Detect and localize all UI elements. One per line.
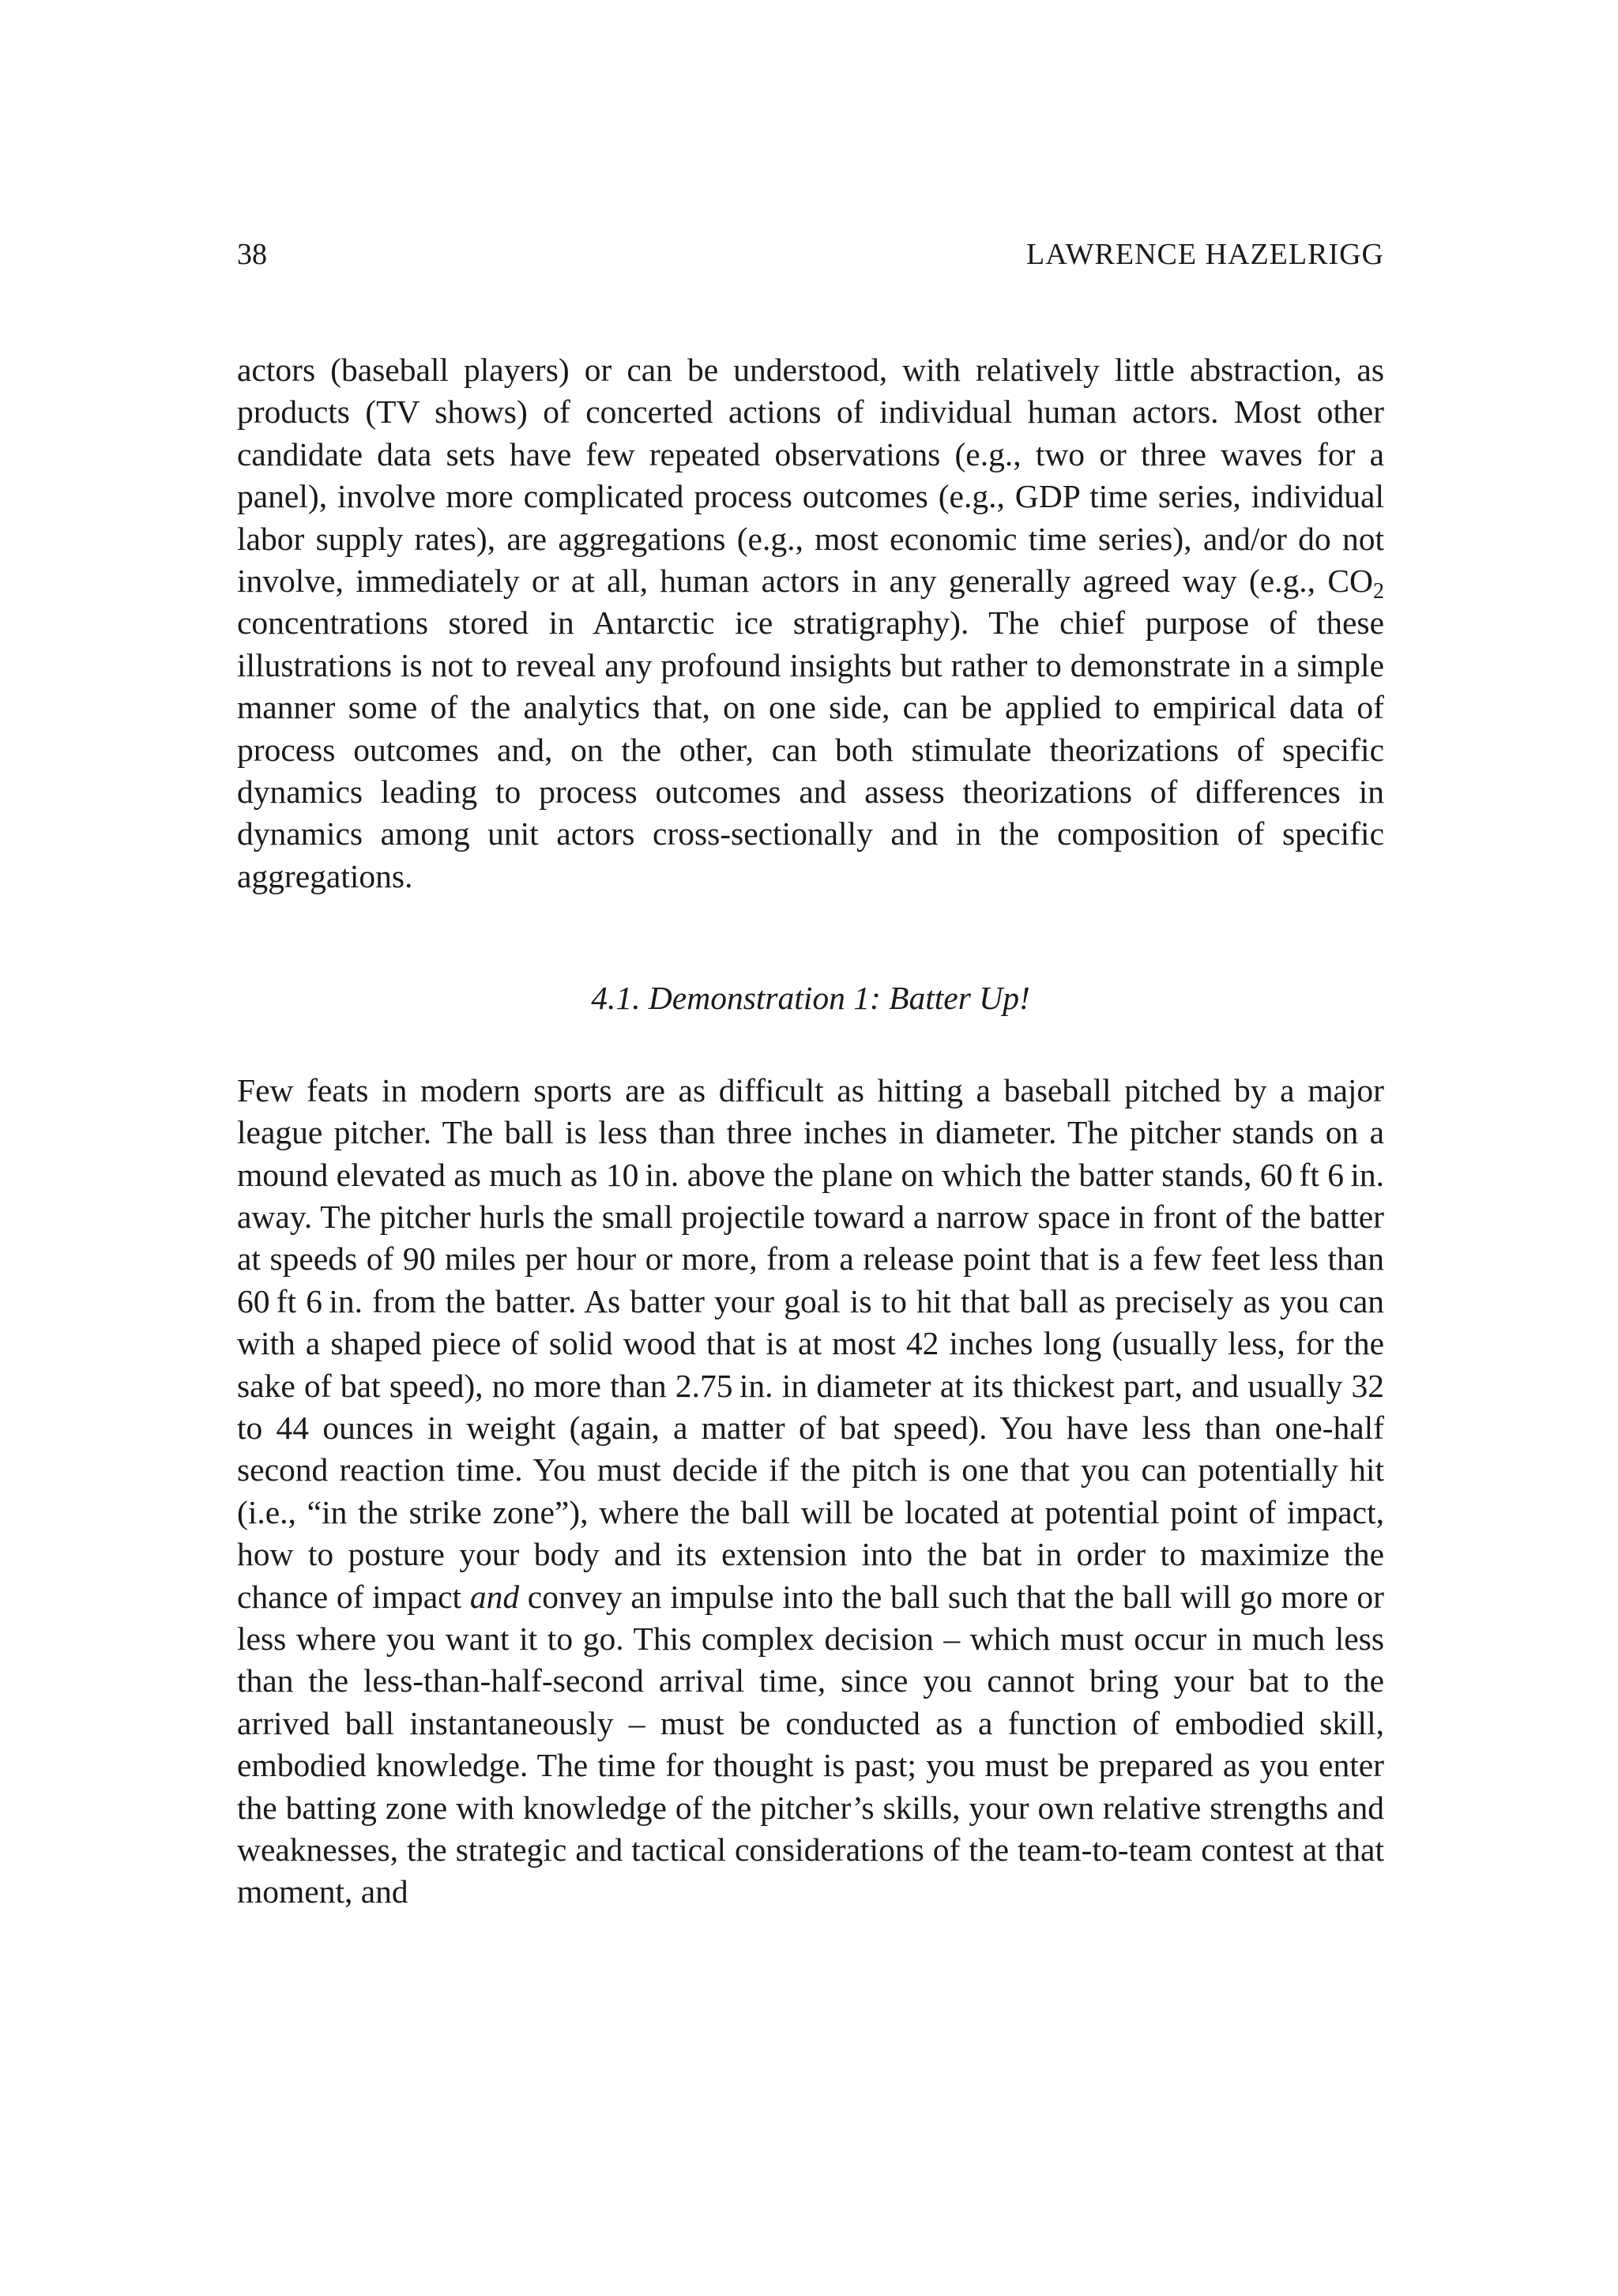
running-head	[237, 237, 1384, 272]
paragraph-2	[237, 1070, 1384, 1914]
paragraph-2-text-a: Few feats in modern sports are as difficult as hitting a baseball pitched by a major league pitcher. The ball is less than three inches in diameter. The pitcher stands on a mound elevated as much as 10 in. above the plane on which the batter stands, 60 ft 6 in. away. The pitcher hurls the small projectile toward a narrow space in front of the batter at speeds of 90 miles per hour or more, from a release point that is a few feet less than 60 ft 6 in. from the batter. As batter your goal is to hit that ball as precisely as you can with a shaped piece of solid wood that is at most 42 inches long (usually less, for the sake of bat speed), no more than 2.75 in. in diameter at its thickest part, and usually 32 to 44 ounces in weight (again, a matter of bat speed). You have less than one-half second reaction time. You must decide if the pitch is one that you can potentially hit (i.e., “in the strike zone”), where the ball will be located at potential point of impact, how to posture your body and its extension into the bat in order to maximize the chance of impact	[237, 1071, 1384, 1615]
co2-subscript: 2	[1373, 579, 1384, 604]
paragraph-1	[237, 349, 1384, 898]
paragraph-2-text-b: convey an impulse into the ball such that the ball will go more or less where you want it to go. This complex decision – which must occur in much less than the less-than-half-second arrival time, since you cannot bring your bat to the arrived ball instantaneously – must be conducted as a function of embodied skill, embodied knowledge. The time for thought is past; you must be prepared as you enter the batting zone with knowledge of the pitcher’s skills, your own relative strengths and weaknesses, the strategic and tactical considerations of the team-to-team contest at that moment, and	[237, 1578, 1384, 1910]
emphasis-and: and	[469, 1578, 520, 1615]
paragraph-1-text-a: actors (baseball players) or can be understood, with relatively little abstraction, as products (TV shows) of concerted actions of individual human actors. Most other candidate data sets have few repeated observations (e.g., two or three waves for a panel), involve more complicated process outcomes (e.g., GDP time series, individual labor supply rates), are aggregations (e.g., most economic time series), and/or do not involve, immediately or at all, human actors in any generally agreed way (e.g., CO	[237, 352, 1384, 600]
page-number: 38	[237, 238, 267, 271]
section-heading: 4.1. Demonstration 1: Batter Up!	[591, 980, 1030, 1017]
book-page	[237, 237, 1384, 1914]
paragraph-1-text-b: concentrations stored in Antarctic ice stratigraphy). The chief purpose of these illustrations is not to reveal any profound insights but rather to demonstrate in a simple manner some of the analytics that, on one side, can be applied to empirical data of process outcomes and, on the other, can both stimulate theorizations of specific dynamics leading to process outcomes and assess theorizations of differences in dynamics among unit actors cross-sectionally and in the composition of specific aggregations.	[237, 604, 1384, 894]
running-title: LAWRENCE HAZELRIGG	[1026, 238, 1384, 271]
